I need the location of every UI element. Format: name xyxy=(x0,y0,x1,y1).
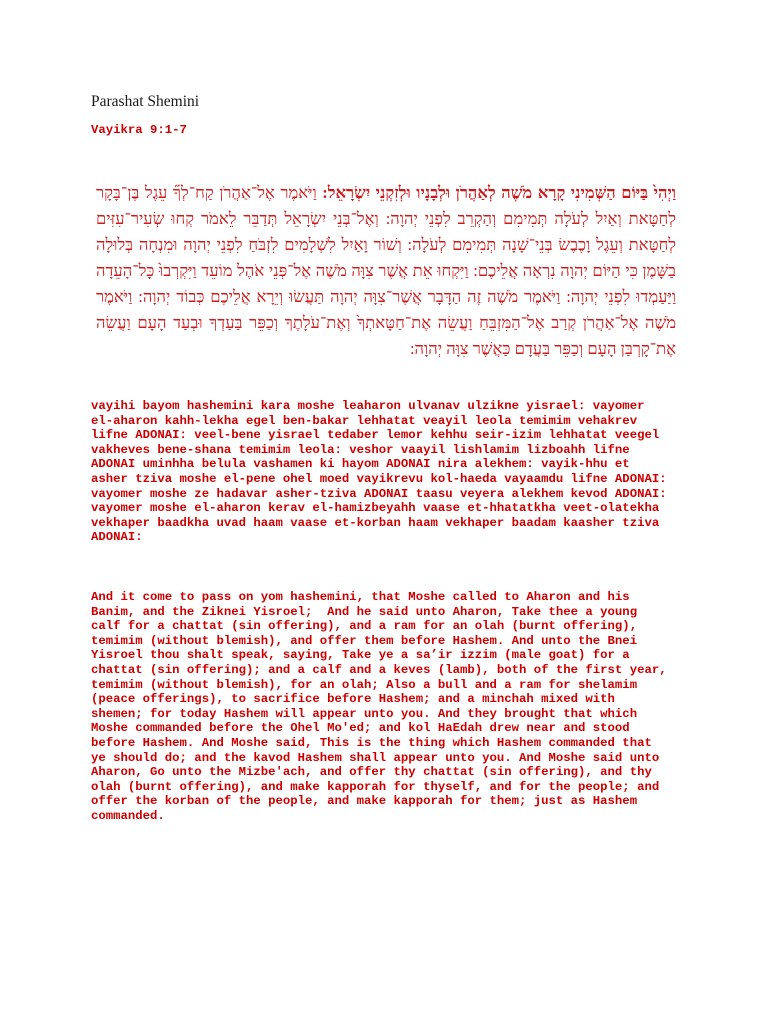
transliteration-line: el-aharon kahh-lekha egel ben-bakar lehhatat veayil leola temimim vehakrev xyxy=(91,413,638,428)
english-line: temimim (without blemish), and offer them before Hashem. And unto the Bnei xyxy=(91,633,638,648)
hebrew-verse: וְשׁוֹר וָאַיִל לִשְׁלָמִים לִזְבֹּחַ לִפְנֵי יְהוָה וּמִנְחָה בְּלוּלָה בַשָּׁמֶן כִּי הַיּוֹם יְהוָה נִרְאָה אֲלֵיכֶם: xyxy=(96,235,677,280)
hebrew-verse: וַיֹּאמֶר אֶל־אַהֲרֹן קַח־לְךָ֞ עֵגֶל בֶּן־בָּקָר לְחַטָּאת וְאַיִל לְעֹלָה תְּמִימִם וְהַקְרֵב לִפְנֵי יְהוָה: xyxy=(96,183,676,228)
document-title: Parashat Shemini xyxy=(91,93,200,110)
english-line: (peace offerings), to sacrifice before Hashem; and a minchah mixed with xyxy=(91,692,615,707)
english-line: And it come to pass on yom hashemini, that Moshe called to Aharon and his xyxy=(91,590,630,604)
english-line: calf for a chattat (sin offering), and a ram for an olah (burnt offering), xyxy=(91,619,638,634)
transliteration-line: vayihi bayom hashemini kara moshe leaharon ulvanav ulzikne yisrael: vayomer xyxy=(91,399,645,413)
hebrew-verse: וַיֹּאמֶר מֹשֶׁה זֶה הַדָּבָר אֲשֶׁר־צִוָּה יְהוָה תַּעֲשׂוּ וְיֵרָא אֲלֵיכֶם כְּבוֹד יְהוָה: xyxy=(138,287,561,306)
english-line: before Hashem. And Moshe said, This is the thing which Hashem commanded that xyxy=(91,735,652,750)
english-line: temimim (without blemish), for an olah; Also a bull and a ram for shelamim xyxy=(91,677,638,692)
english-line: shemen; for today Hashem will appear unto you. And they brought that which xyxy=(91,706,638,721)
english-line: Banim, and the Ziknei Yisroel; And he said unto Aharon, Take thee a young xyxy=(91,604,638,619)
hebrew-verse: וַיִּקְחוּ אֵת אֲשֶׁר צִוָּה מֹשֶׁה אֶל־פְּנֵי אֹהֶל מוֹעֵד וַיִּקְרְבוּ֙ כָּל־הָעֵדָה וַיַּעַמְדוּ לִפְנֵי יְהוָה: xyxy=(96,261,676,306)
hebrew-text xyxy=(96,180,676,362)
transliteration-line: vayomer moshe ze hadavar asher-tziva ADONAI taasu veyera alekhem kevod ADONAI: xyxy=(91,486,667,501)
transliteration-line: vakheves bene-shana temimim leola: veshor vaayil lishlamim lizboahh lifne xyxy=(91,442,630,457)
transliteration-block xyxy=(91,399,691,545)
english-line: Moshe commanded before the Ohel Mo'ed; and kol HaEdah drew near and stood xyxy=(91,721,630,736)
transliteration-line: ADONAI uminhha belula vashamen ki hayom ADONAI nira alekhem: vayik-hhu et xyxy=(91,457,630,472)
passage-reference: Vayikra 9:1-7 xyxy=(91,123,187,137)
english-translation-block xyxy=(91,590,691,824)
english-line: Aharon, Go unto the Mizbe'ach, and offer thy chattat (sin offering), and thy xyxy=(91,765,652,780)
english-line: commanded. xyxy=(91,808,165,823)
english-line: offer the korban of the people, and make kapporah for them; just as Hashem xyxy=(91,794,638,809)
english-line: Yisroel thou shalt speak, saying, Take ye a sa’ir izzim (male goat) for a xyxy=(91,648,630,663)
transliteration-line: lifne ADONAI: veel-bene yisrael tedaber lemor kehhu seir-izim lehhatat veegel xyxy=(91,428,660,443)
english-line: chattat (sin offering); and a calf and a keves (lamb), both of the first year, xyxy=(91,662,667,677)
english-line: olah (burnt offering), and make kapporah for thyself, and for the people; and xyxy=(91,779,660,794)
hebrew-verse: וְאֶל־בְּנֵי יִשְׂרָאֵל תְּדַבֵּר לֵאמֹר קְחוּ שְׂעִיר־עִזִּים לְחַטָּאת וְעֵגֶל וָכֶבֶשׂ בְּנֵי־שָׁנָה תְּמִימִם לְעֹלָה: xyxy=(96,209,677,254)
transliteration-line: asher tziva moshe el-pene ohel moed vayikrevu kol-haeda vayaamdu lifne ADONAI: xyxy=(91,471,667,486)
transliteration-line: ADONAI: xyxy=(91,530,143,545)
hebrew-verse: וַיֹּאמֶר מֹשֶׁה אֶל־אַהֲרֹן קְרַב אֶל־הַמִּזְבֵּחַ וַעֲשֵׂה אֶת־חַטָּאתְךָ֙ וְאֶת־עֹלָתֶךָ וְכַפֵּר בַּעַדְךָ וּבְעַד הָעָם וַעֲשֵׂה אֶת־קָרְבַּן הָעָם וְכַפֵּר בַּעֲדָם כַּאֲשֶׁר צִוָּה יְהוָה: xyxy=(96,287,676,358)
english-line: ye should do; and the kavod Hashem shall appear unto you. And Moshe said unto xyxy=(91,750,660,765)
transliteration-line: vekhaper baadkha uvad haam vaase et-korban haam vekhaper baadam kaasher tziva xyxy=(91,515,660,530)
hebrew-verse: וַיְהִי֙ בַּיּוֹם הַשְּׁמִינִי קָרָא מֹשֶׁה לְאַהֲרֹן וּלְבָנָיו וּלְזִקְנֵי יִשְׂרָאֵל: xyxy=(322,183,676,202)
transliteration-line: vayomer moshe el-aharon kerav el-hamizbeyahh vaase et-hhatatkha veet-olatekha xyxy=(91,501,660,516)
